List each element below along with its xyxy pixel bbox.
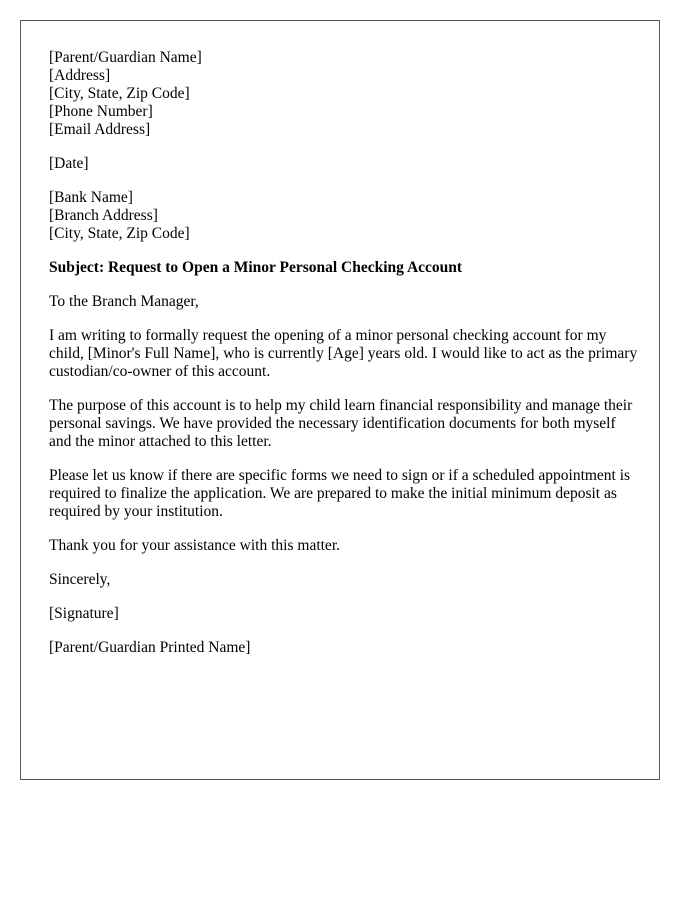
letter-content [49, 49, 639, 673]
printed-name: [Parent/Guardian Printed Name] [49, 639, 251, 656]
sender-address: [Address] [49, 67, 111, 84]
letter-page [20, 20, 660, 780]
body-paragraph-3: Please let us know if there are specific forms we need to sign or if a scheduled appointment is required to finalize the application. We are prepared to make the initial minimum deposit as required by your institution. [49, 467, 631, 520]
body-paragraph-2: The purpose of this account is to help my child learn financial responsibility and manage their personal savings. We have provided the necessary identification documents for both myself and the minor attached to this letter. [49, 397, 633, 450]
sender-email: [Email Address] [49, 121, 151, 138]
recipient-branch-address: [Branch Address] [49, 207, 158, 224]
sender-block [49, 49, 639, 139]
salutation: To the Branch Manager, [49, 293, 199, 310]
closing: Sincerely, [49, 571, 111, 588]
recipient-bank-name: [Bank Name] [49, 189, 133, 206]
date-block [49, 155, 639, 173]
letter-date: [Date] [49, 155, 89, 172]
sender-city-state-zip: [City, State, Zip Code] [49, 85, 190, 102]
recipient-city-state-zip: [City, State, Zip Code] [49, 225, 190, 242]
signature-placeholder: [Signature] [49, 605, 119, 622]
recipient-block [49, 189, 639, 243]
sender-phone: [Phone Number] [49, 103, 153, 120]
sender-name: [Parent/Guardian Name] [49, 49, 202, 66]
body-paragraph-1: I am writing to formally request the opening of a minor personal checking account for my child, [Minor's Full Name], who is currently [Age] years old. I would like to act as the primary custodian/co-owner of this account. [49, 327, 638, 380]
subject-line: Subject: Request to Open a Minor Personal Checking Account [49, 259, 463, 276]
body-paragraph-4: Thank you for your assistance with this matter. [49, 537, 340, 554]
